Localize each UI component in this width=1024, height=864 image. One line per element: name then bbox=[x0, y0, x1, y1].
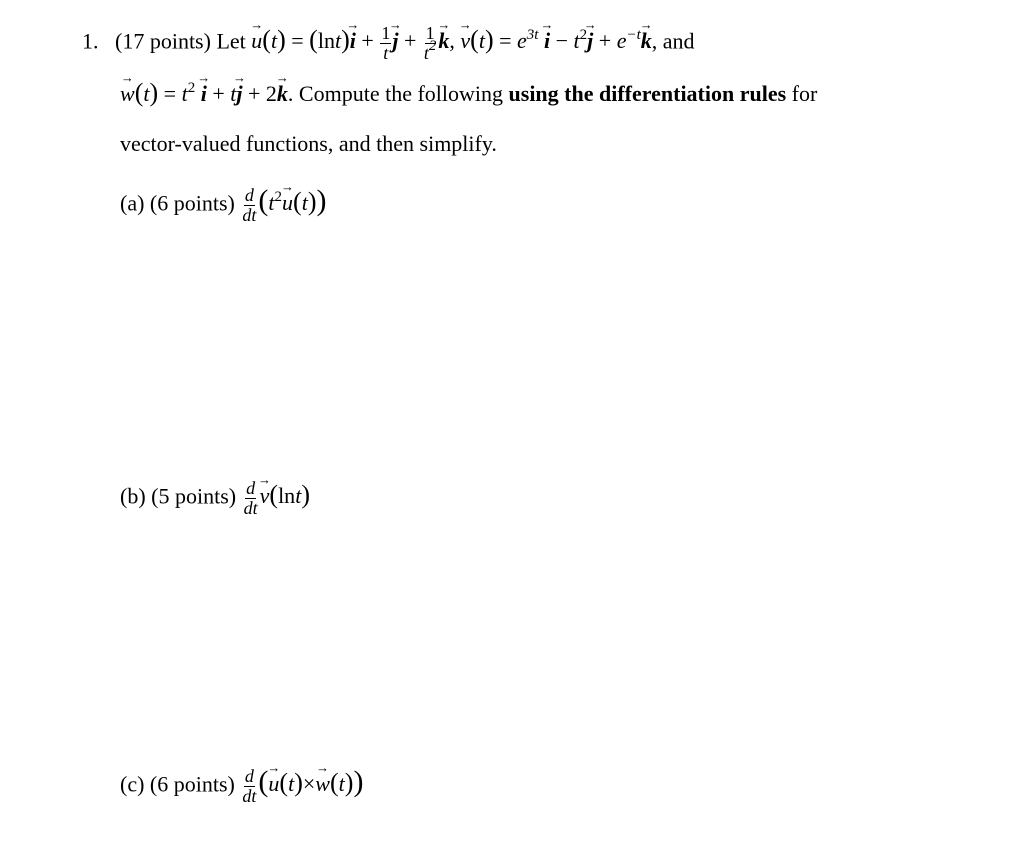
part-c-label: (c) bbox=[120, 771, 145, 797]
intro-tail: for bbox=[791, 81, 818, 106]
problem-line-3: vector-valued functions, and then simplify. bbox=[120, 131, 497, 156]
and-word: , and bbox=[651, 28, 695, 54]
part-a-expression: $\frac{d}{dt}$ $(t^2\to u(t))$ bbox=[240, 190, 326, 215]
problem-line-2 bbox=[120, 80, 817, 106]
part-a bbox=[120, 186, 326, 225]
problem-line-1 bbox=[82, 24, 695, 63]
part-b-label: (b) bbox=[120, 483, 146, 509]
u-definition: → u(t) = (lnt)→ i + $\frac{1}{t}$ → j + $\frac{1}{t^2}$ → k, bbox=[251, 28, 460, 53]
part-b-points: (5 points) bbox=[151, 483, 237, 509]
intro-plain: . Compute the following bbox=[287, 81, 504, 106]
w-definition: → $w(t) = t^2 \to i + t\to j + 2\to k$ bbox=[120, 81, 288, 106]
part-a-points: (6 points) bbox=[149, 190, 235, 216]
part-b bbox=[120, 479, 310, 518]
v-definition: → $v(t) = e^{3t} \to i - t^2\to j + e^{-t}\to k$ bbox=[460, 28, 651, 53]
part-c bbox=[120, 767, 363, 806]
part-c-expression: $\frac{d}{dt}$ (→ u(t)×→ w(t)) bbox=[240, 771, 363, 796]
problem-points: (17 points) bbox=[115, 28, 211, 54]
part-b-expression: $\frac{d}{dt}$ → v(lnt) bbox=[242, 483, 310, 508]
part-a-label: (a) bbox=[120, 190, 145, 216]
problem-number: 1. bbox=[82, 28, 99, 54]
let-word: Let bbox=[216, 28, 246, 54]
part-c-points: (6 points) bbox=[149, 771, 235, 797]
intro-bold: using the differentiation rules bbox=[508, 81, 787, 106]
